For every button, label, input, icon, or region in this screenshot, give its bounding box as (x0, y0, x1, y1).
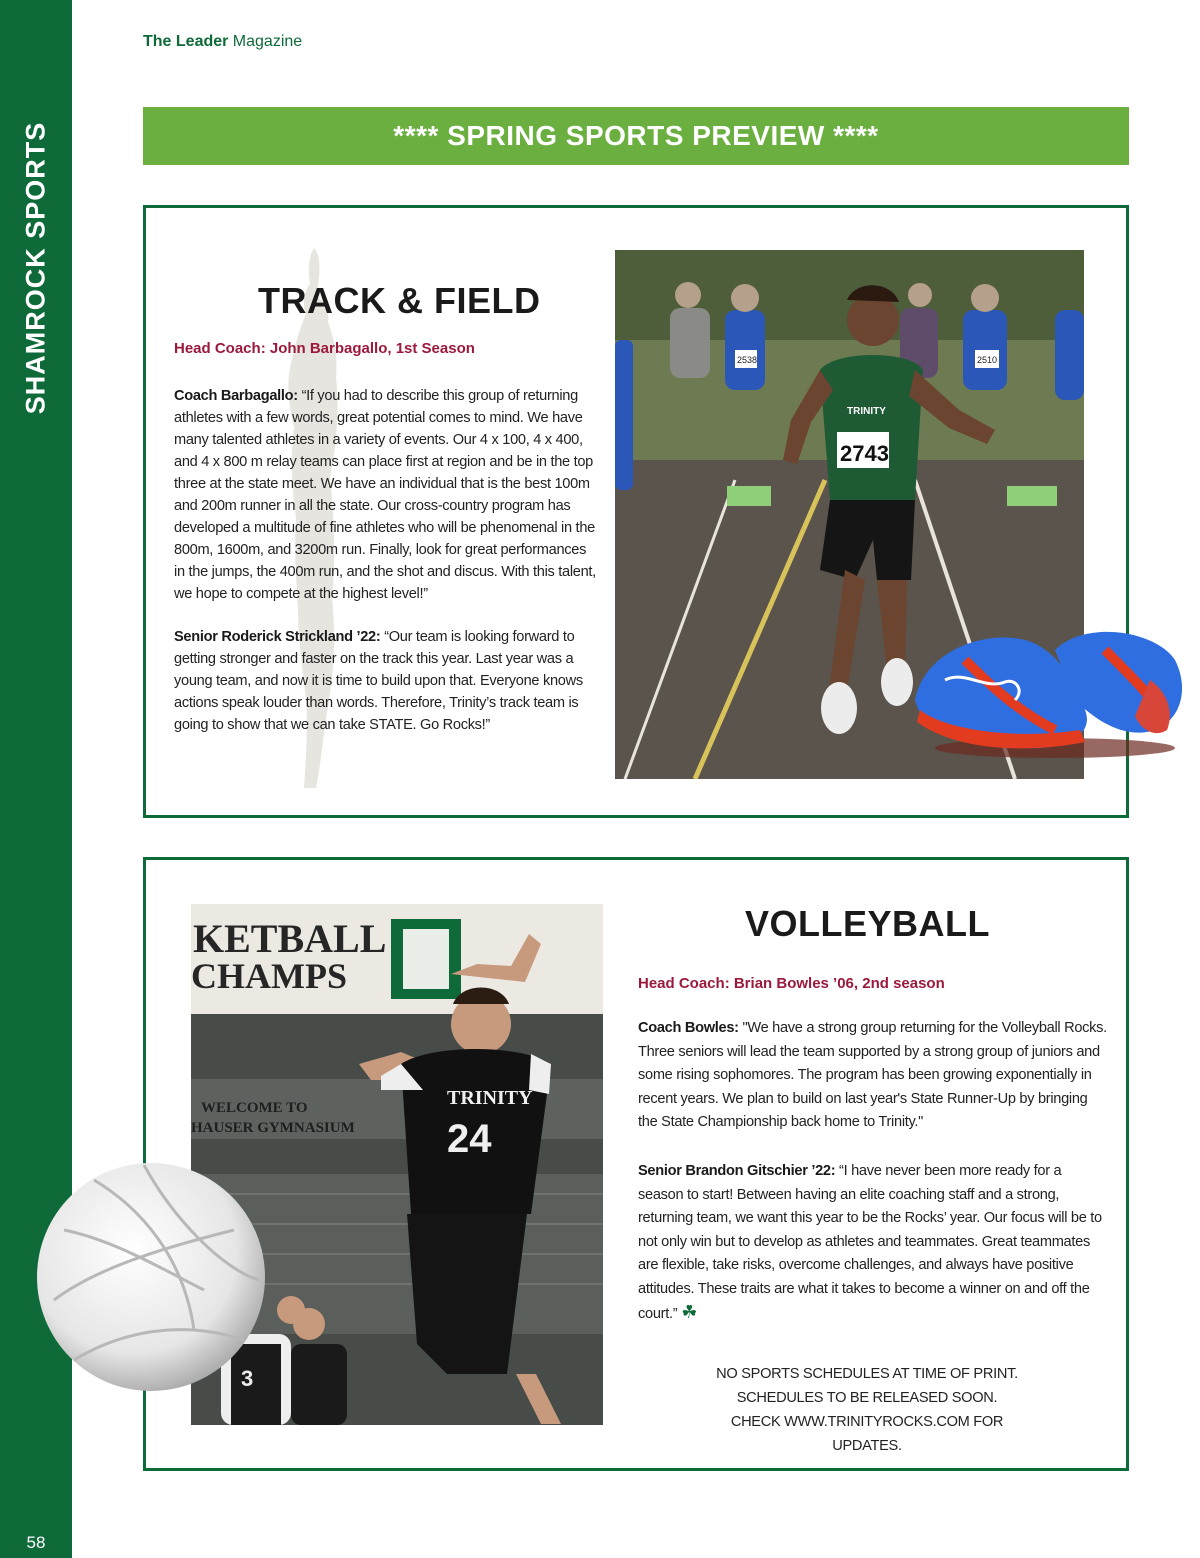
track-senior-quote-speaker: Senior Roderick Strickland ’22: (174, 629, 381, 645)
track-senior-quote-text: “Our team is looking forward to getting stronger and faster on the track this year. Last year was a young team, and now it is time to build upon that. Everyone knows actions speak louder than words. Therefore, Trinity’s track team is going to show that we can take STATE. Go Rocks!” (174, 629, 583, 733)
track-coach-quote-speaker: Coach Barbagallo: (174, 388, 298, 404)
volleyball-photo-number: 24 (447, 1117, 492, 1161)
section-banner: **** SPRING SPORTS PREVIEW **** (143, 107, 1129, 165)
track-coach-quote-text: “If you had to describe this group of returning athletes with a few words, great potential comes to mind. We have many talented athletes in a variety of events. Our 4 x 100, 4 x 400, and 4 x 800 m relay teams can place first at region and be in the top three at the state meet. We have an individual that is the best 100m and 200m runner in all the state. Our cross-country program has developed a multitude of fine athletes who will be phenomenal in the 800m, 1600m, and 3200m run. Finally, look for great performances in the jumps, the 400m run, and the shot and discus. With this talent, we hope to compete at the highest level!” (174, 388, 596, 602)
page-number: 58 (26, 1533, 46, 1552)
gym-banner-line1: KETBALL (193, 916, 387, 961)
schedule-note-line3: CHECK WWW.TRINITYROCKS.COM FOR UPDATES. (730, 1414, 1004, 1454)
track-senior-quote (174, 626, 584, 736)
track-photo-bib: 2743 (840, 441, 889, 466)
track-photo-jersey: TRINITY (847, 406, 886, 417)
volleyball-photo-bench-number: 3 (241, 1366, 254, 1391)
schedule-note-line1: NO SPORTS SCHEDULES AT TIME OF PRINT. (716, 1366, 1018, 1382)
volleyball-coach-quote (638, 1017, 1108, 1135)
track-head-coach: Head Coach: John Barbagallo, 1st Season (174, 340, 475, 357)
volleyball-coach-quote-text: "We have a strong group returning for the Volleyball Rocks. Three seniors will lead the team supported by a strong group of juniors and some rising sophomores. The program has been growing exponentially in recent years. We plan to build on last year's State Runner-Up by bringing the State Championship back home to Trinity." (638, 1020, 1107, 1130)
sidebar-title: SHAMROCK SPORTS (20, 121, 51, 415)
magazine-title-rest: Magazine (228, 33, 303, 50)
volleyball-senior-quote (638, 1160, 1110, 1327)
track-coach-quote (174, 385, 600, 605)
magazine-title (143, 33, 302, 51)
volleyball-senior-quote-text: “I have never been more ready for a season to start! Between having an elite coaching staff and a strong, returning team, we want this year to be the Rocks’ year. Our focus will be to not only win but to develop as athletes and teammates. Great teammates are flexible, take risks, overcome challenges, and always have positive attitudes. These traits are what it takes to become a winner on and off the court.” (638, 1163, 1102, 1322)
magazine-title-bold: The Leader (143, 33, 229, 50)
track-photo-bib-a: 2510 (977, 355, 998, 365)
schedule-note-line2: SCHEDULES TO BE RELEASED SOON. (736, 1390, 998, 1406)
running-shoes-icon (905, 620, 1190, 760)
track-title: TRACK & FIELD (258, 280, 541, 321)
volleyball-senior-quote-speaker: Senior Brandon Gitschier ’22: (638, 1163, 836, 1179)
gym-sign-line2: HAUSER GYMNASIUM (191, 1120, 355, 1136)
schedule-note (700, 1362, 1034, 1458)
volleyball-head-coach: Head Coach: Brian Bowles ’06, 2nd season (638, 975, 945, 992)
volleyball-photo-jersey: TRINITY (447, 1087, 533, 1109)
gym-banner-line2: CHAMPS (191, 956, 347, 996)
volleyball-icon (34, 1160, 268, 1394)
volleyball-coach-quote-speaker: Coach Bowles: (638, 1020, 739, 1036)
shamrock-icon: ☘ (681, 1302, 698, 1322)
volleyball-title: VOLLEYBALL (745, 903, 990, 944)
track-photo-bib-b: 2538 (737, 355, 758, 365)
gym-sign-line1: WELCOME TO (201, 1100, 308, 1116)
